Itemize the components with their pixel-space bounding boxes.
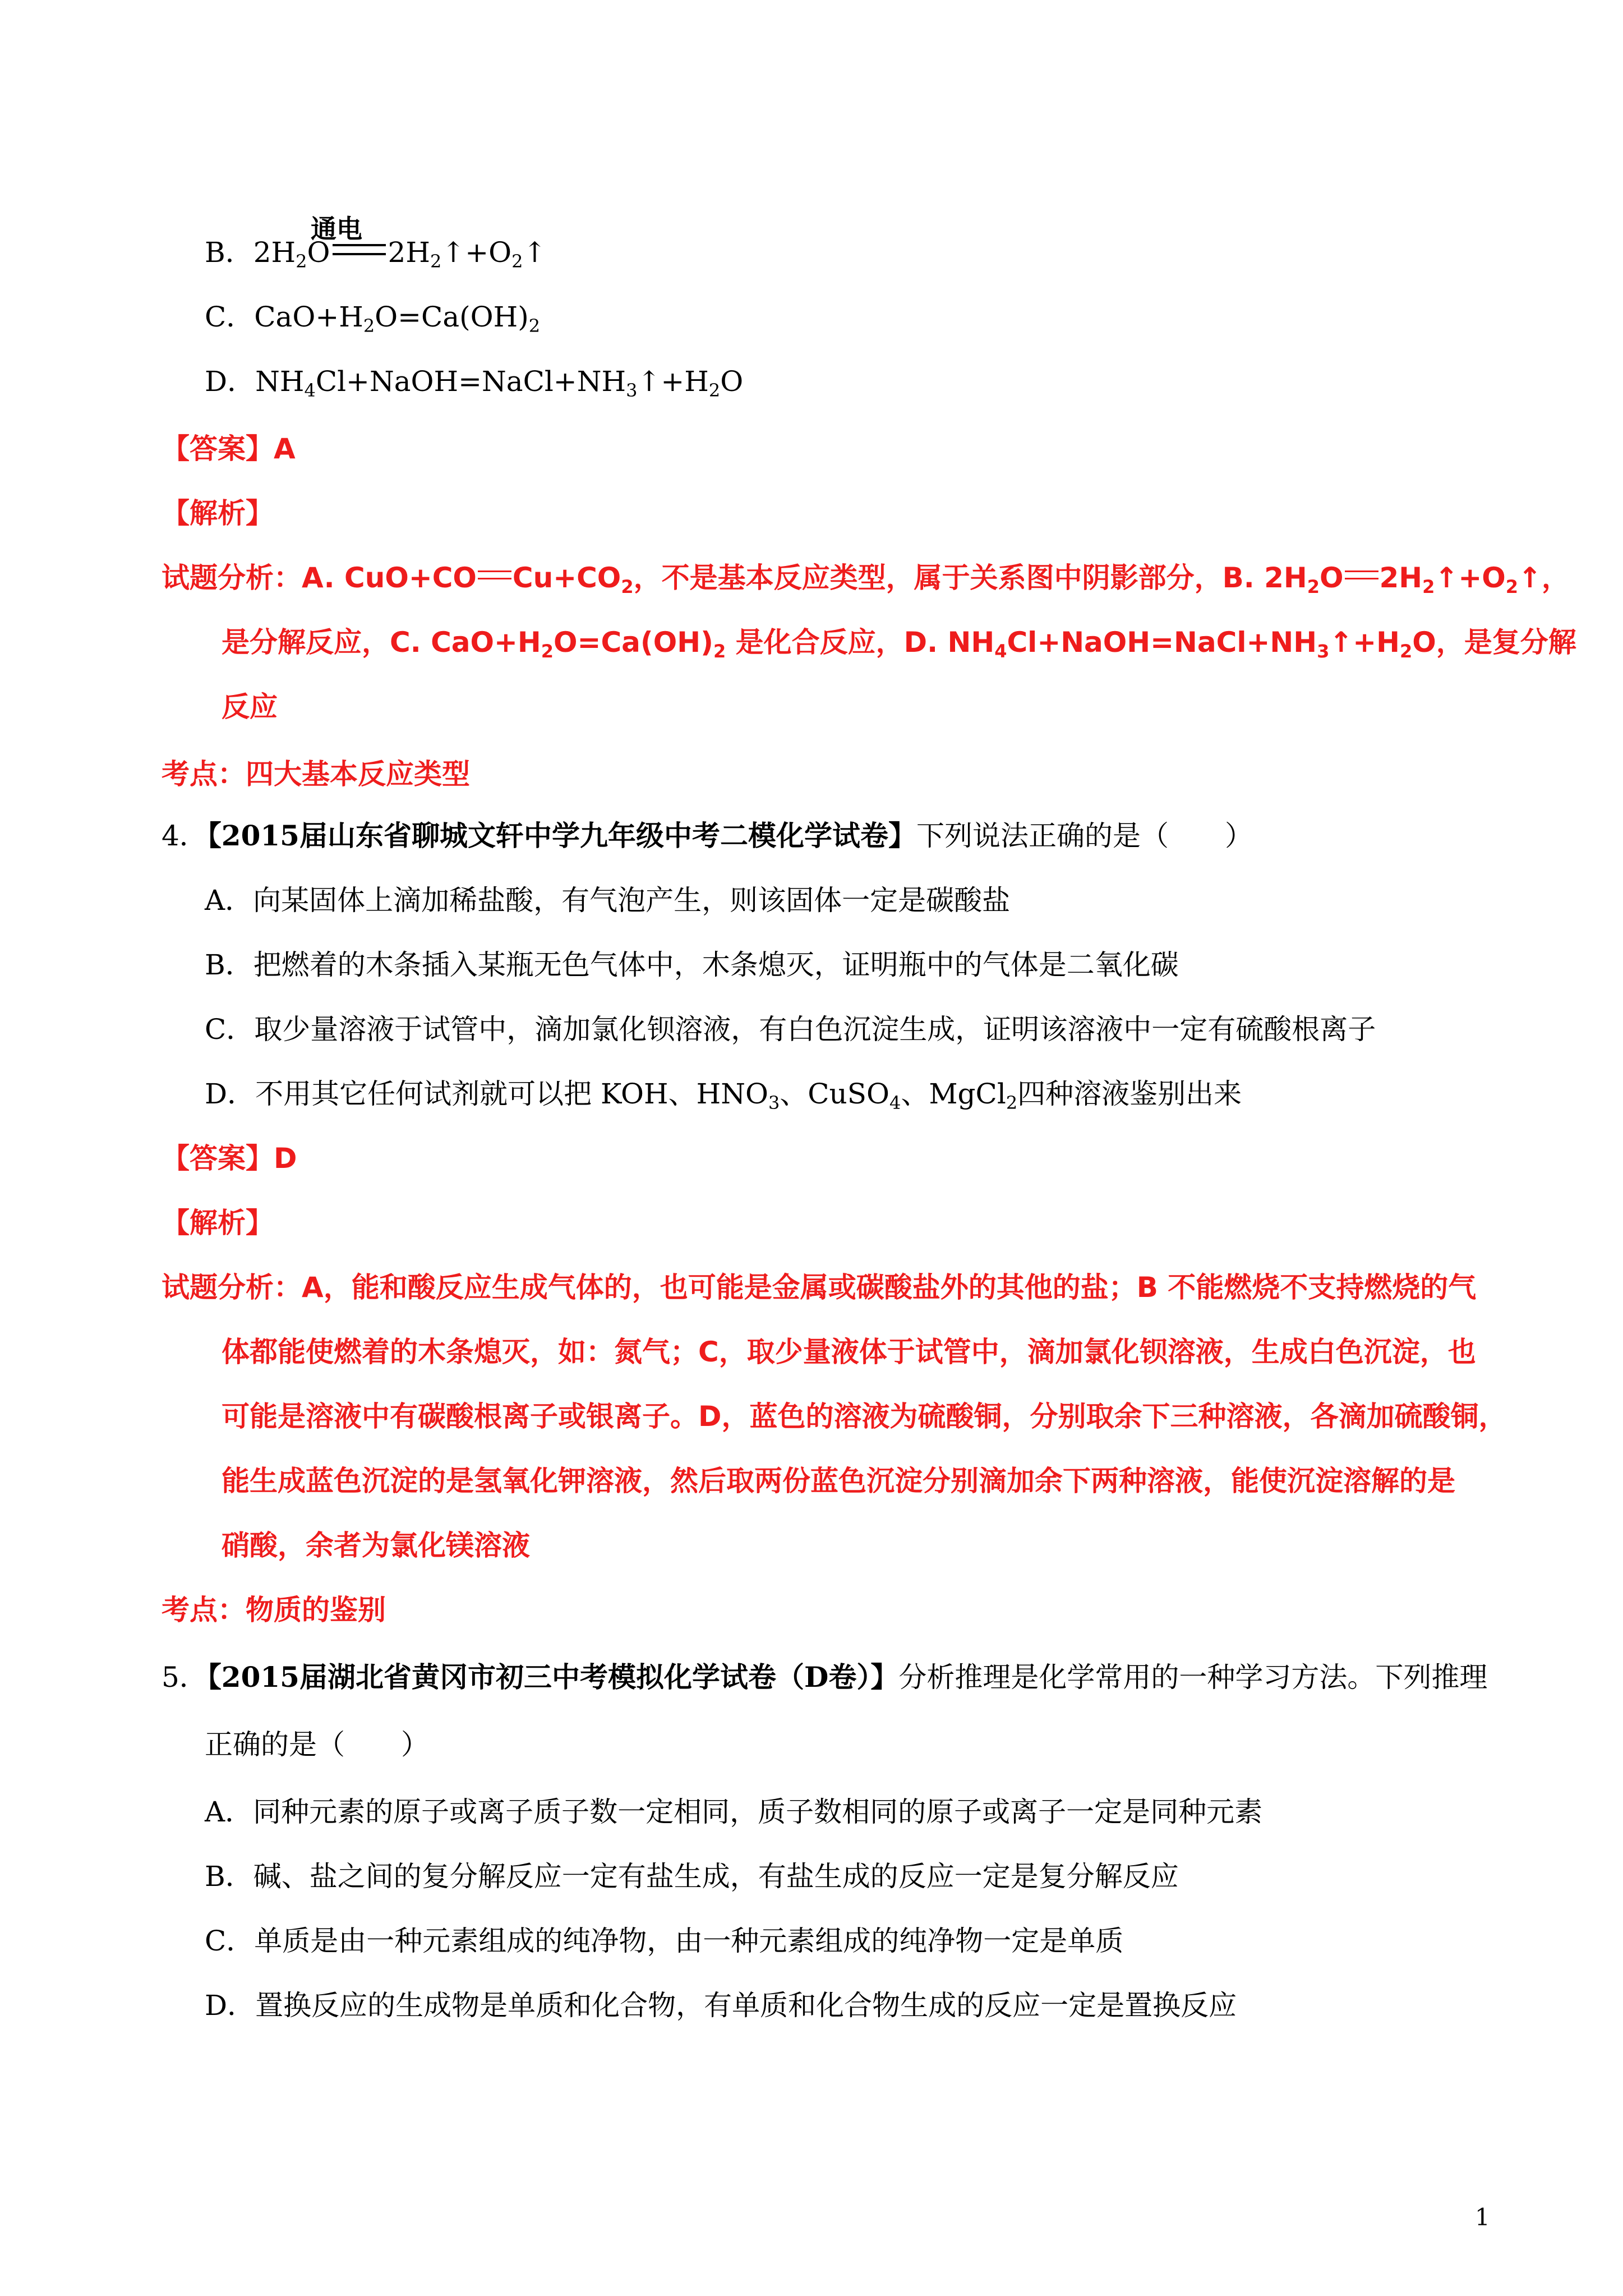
q3-analysis-line-1: 试题分析：A. CuO+CO $Cu+CO_2$，不是基本反应类型，属于关系图中阴影部分，B. $2H_2O$ $2H_2↑+O_2↑$， xyxy=(162,562,1570,597)
equals-sign xyxy=(1345,570,1378,579)
page-number: 1 xyxy=(1475,2203,1490,2231)
equals-sign xyxy=(478,570,511,579)
q4-answer: 【答案】D xyxy=(162,1142,297,1175)
q4-key-point: 考点：物质的鉴别 xyxy=(162,1594,386,1626)
q4-analysis-line-1: 试题分析：A，能和酸反应生成气体的，也可能是金属或碳酸盐外的其他的盐；B 不能燃烧不支持燃烧的气 xyxy=(162,1271,1477,1304)
double-line-equals xyxy=(333,244,386,255)
q4-option-d: D．不用其它任何试剂就可以把 KOH、$HNO_3$、CuSO$_4$、MgCl$_2$四种溶液鉴别出来 xyxy=(205,1078,1242,1114)
q3-analysis-line-3: 反应 xyxy=(222,691,278,723)
q4-analysis-line-3: 可能是溶液中有碳酸根离子或银离子。D，蓝色的溶液为硫酸铜，分别取余下三种溶液，各滴加硫酸铜， xyxy=(222,1400,1507,1433)
q5-stem-line-2: 正确的是（ ） xyxy=(205,1728,429,1761)
q3-option-c: C．$CaO+H_2O=Ca(OH)_2$ xyxy=(205,301,541,337)
q4-analysis-line-2: 体都能使燃着的木条熄灭，如：氮气；C，取少量液体于试管中，滴加氯化钡溶液，生成白色沉淀，也 xyxy=(222,1336,1476,1368)
q4-option-a: A．向某固体上滴加稀盐酸，有气泡产生，则该固体一定是碳酸盐 xyxy=(205,884,1011,917)
q5-option-b: B．碱、盐之间的复分解反应一定有盐生成，有盐生成的反应一定是复分解反应 xyxy=(205,1860,1179,1893)
q5-option-d: D．置换反应的生成物是单质和化合物，有单质和化合物生成的反应一定是置换反应 xyxy=(205,1989,1237,2022)
q3-option-d: D．$NH_4Cl+NaOH=NaCl+NH_3↑+H_2O$ xyxy=(205,365,744,401)
q5-stem-line-1: 5．【2015届湖北省黄冈市初三中考模拟化学试卷（D卷）】分析推理是化学常用的一种学习方法。下列推理 xyxy=(162,1660,1488,1694)
q4-option-b: B．把燃着的木条插入某瓶无色气体中，木条熄灭，证明瓶中的气体是二氧化碳 xyxy=(205,949,1179,981)
q3-analysis-line-2: 是分解反应，C. $CaO+H_2O=Ca(OH)_2$ 是化合反应，D. $NH_4Cl+NaOH=NaCl+NH_3↑+H_2O$，是复分解 xyxy=(222,626,1576,662)
q3-option-b: B．$2H_2O$ $2H_2↑+O_2↑$ xyxy=(205,236,547,272)
q3-key-point: 考点：四大基本反应类型 xyxy=(162,758,470,790)
q5-option-a: A．同种元素的原子或离子质子数一定相同，质子数相同的原子或离子一定是同种元素 xyxy=(205,1796,1263,1828)
q4-option-c: C．取少量溶液于试管中，滴加氯化钡溶液，有白色沉淀生成，证明该溶液中一定有硫酸根离子 xyxy=(205,1013,1376,1046)
q4-analysis-line-5: 硝酸，余者为氯化镁溶液 xyxy=(222,1529,530,1562)
q4-analysis-line-4: 能生成蓝色沉淀的是氢氧化钾溶液，然后取两份蓝色沉淀分别滴加余下两种溶液，能使沉淀溶解的是 xyxy=(222,1465,1455,1497)
q4-analysis-heading: 【解析】 xyxy=(162,1207,274,1239)
q4-stem: 4．【2015届山东省聊城文轩中学九年级中考二模化学试卷】下列说法正确的是（ ） xyxy=(162,819,1253,852)
q3-analysis-heading: 【解析】 xyxy=(162,497,274,530)
q3-answer: 【答案】A xyxy=(162,432,296,465)
electrolysis-condition-label: 通电 xyxy=(311,214,362,244)
q5-option-c: C．单质是由一种元素组成的纯净物，由一种元素组成的纯净物一定是单质 xyxy=(205,1925,1124,1957)
